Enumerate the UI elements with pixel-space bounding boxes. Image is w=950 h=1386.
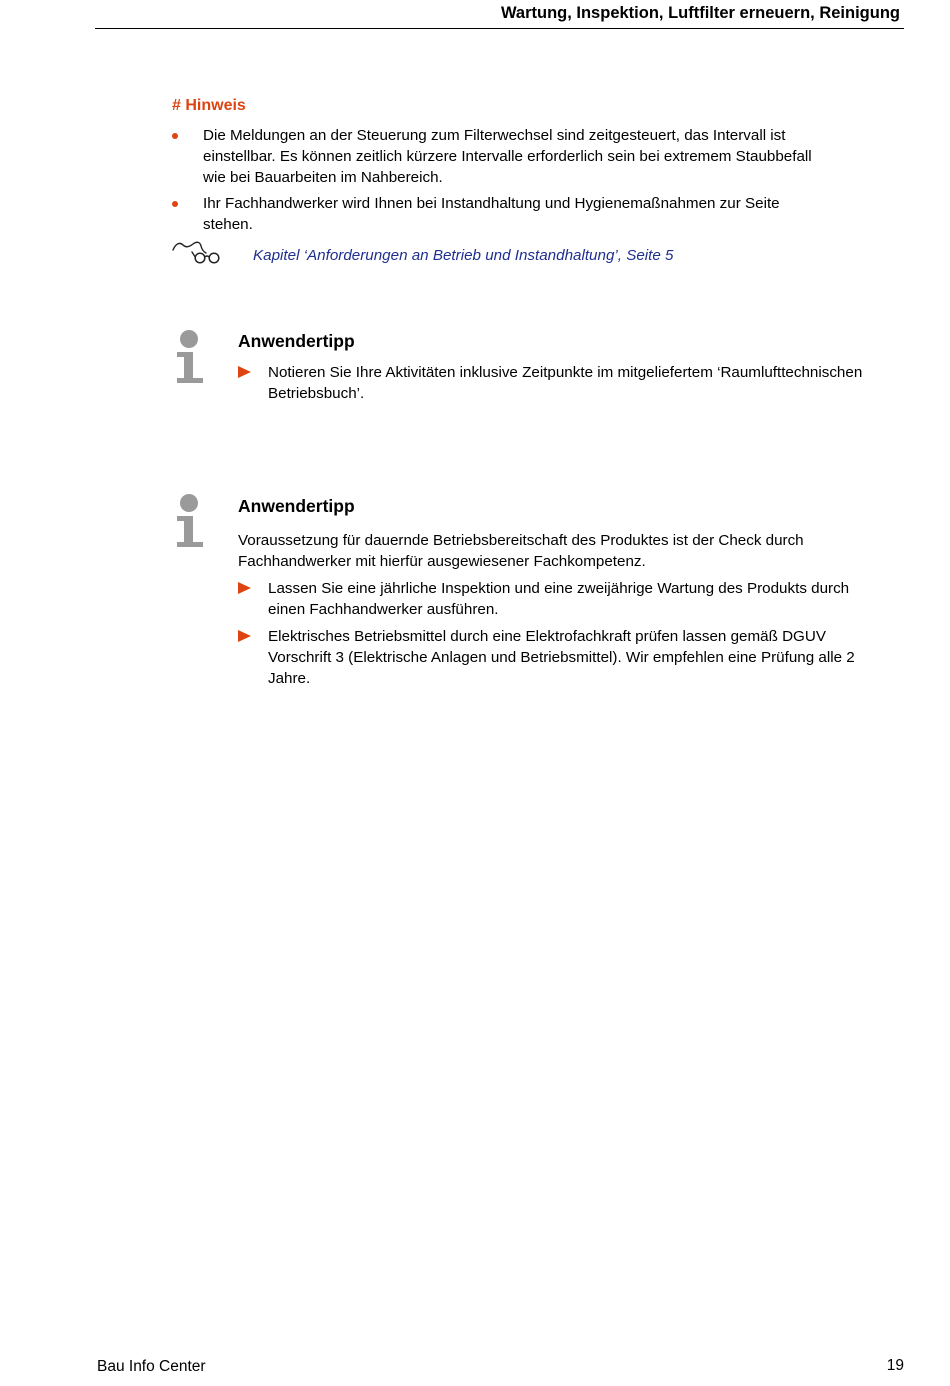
bullet-dot-icon <box>172 133 178 139</box>
tip-step-text: Notieren Sie Ihre Aktivitäten inklusive Zeitpunkte im mitgeliefertem ‘Raumlufttechnischen Betriebsbuch’. <box>268 364 863 402</box>
tip-step-item <box>238 362 878 404</box>
chapter-reference-link[interactable]: Kapitel ‘Anforderungen an Betrieb und Instandhaltung’, Seite 5 <box>253 247 674 264</box>
note-heading: # Hinweis <box>172 97 246 114</box>
arrow-right-icon <box>238 582 251 594</box>
arrow-right-icon <box>238 366 251 378</box>
bullet-dot-icon <box>172 201 178 207</box>
note-bullet-text: Ihr Fachhandwerker wird Ihnen bei Instandhaltung und Hygienemaßnahmen zur Seite stehen. <box>203 195 780 233</box>
glasses-icon <box>171 238 223 264</box>
page-header-title: Wartung, Inspektion, Luftfilter erneuern, Reinigung <box>500 4 900 22</box>
tip-intro-text: Voraussetzung für dauernde Betriebsbereitschaft des Produktes ist der Check durch Fachhandwerker mit hierfür ausgewiesener Fachkompetenz. <box>238 532 804 570</box>
tip-heading: Anwendertipp <box>238 496 355 516</box>
tip-step-text: Elektrisches Betriebsmittel durch eine Elektrofachkraft prüfen lassen gemäß DGUV Vorschrift 3 (Elektrische Anlagen und Betriebsmittel). Wir empfehlen eine Prüfung alle 2 Jahre. <box>268 628 855 687</box>
note-bullet-item <box>172 193 812 235</box>
tip-step-item <box>238 578 878 620</box>
tip-step-text: Lassen Sie eine jährliche Inspektion und eine zweijährige Wartung des Produkts durch einen Fachhandwerker ausführen. <box>268 580 850 618</box>
tip-step-item <box>238 626 878 689</box>
info-icon <box>174 330 204 384</box>
arrow-right-icon <box>238 630 251 642</box>
header-divider <box>95 28 904 29</box>
note-bullet-item <box>172 125 812 188</box>
page-number: 19 <box>886 1357 904 1374</box>
note-bullet-text: Die Meldungen an der Steuerung zum Filterwechsel sind zeitgesteuert, das Intervall ist einstellbar. Es können zeitlich kürzere Intervalle erforderlich sein bei extremem Staubbefall wie bei Bauarbeiten im Nahbereich. <box>203 127 812 186</box>
footer-publisher: Bau Info Center <box>97 1358 206 1375</box>
info-icon <box>174 494 204 548</box>
tip-heading: Anwendertipp <box>238 331 355 351</box>
